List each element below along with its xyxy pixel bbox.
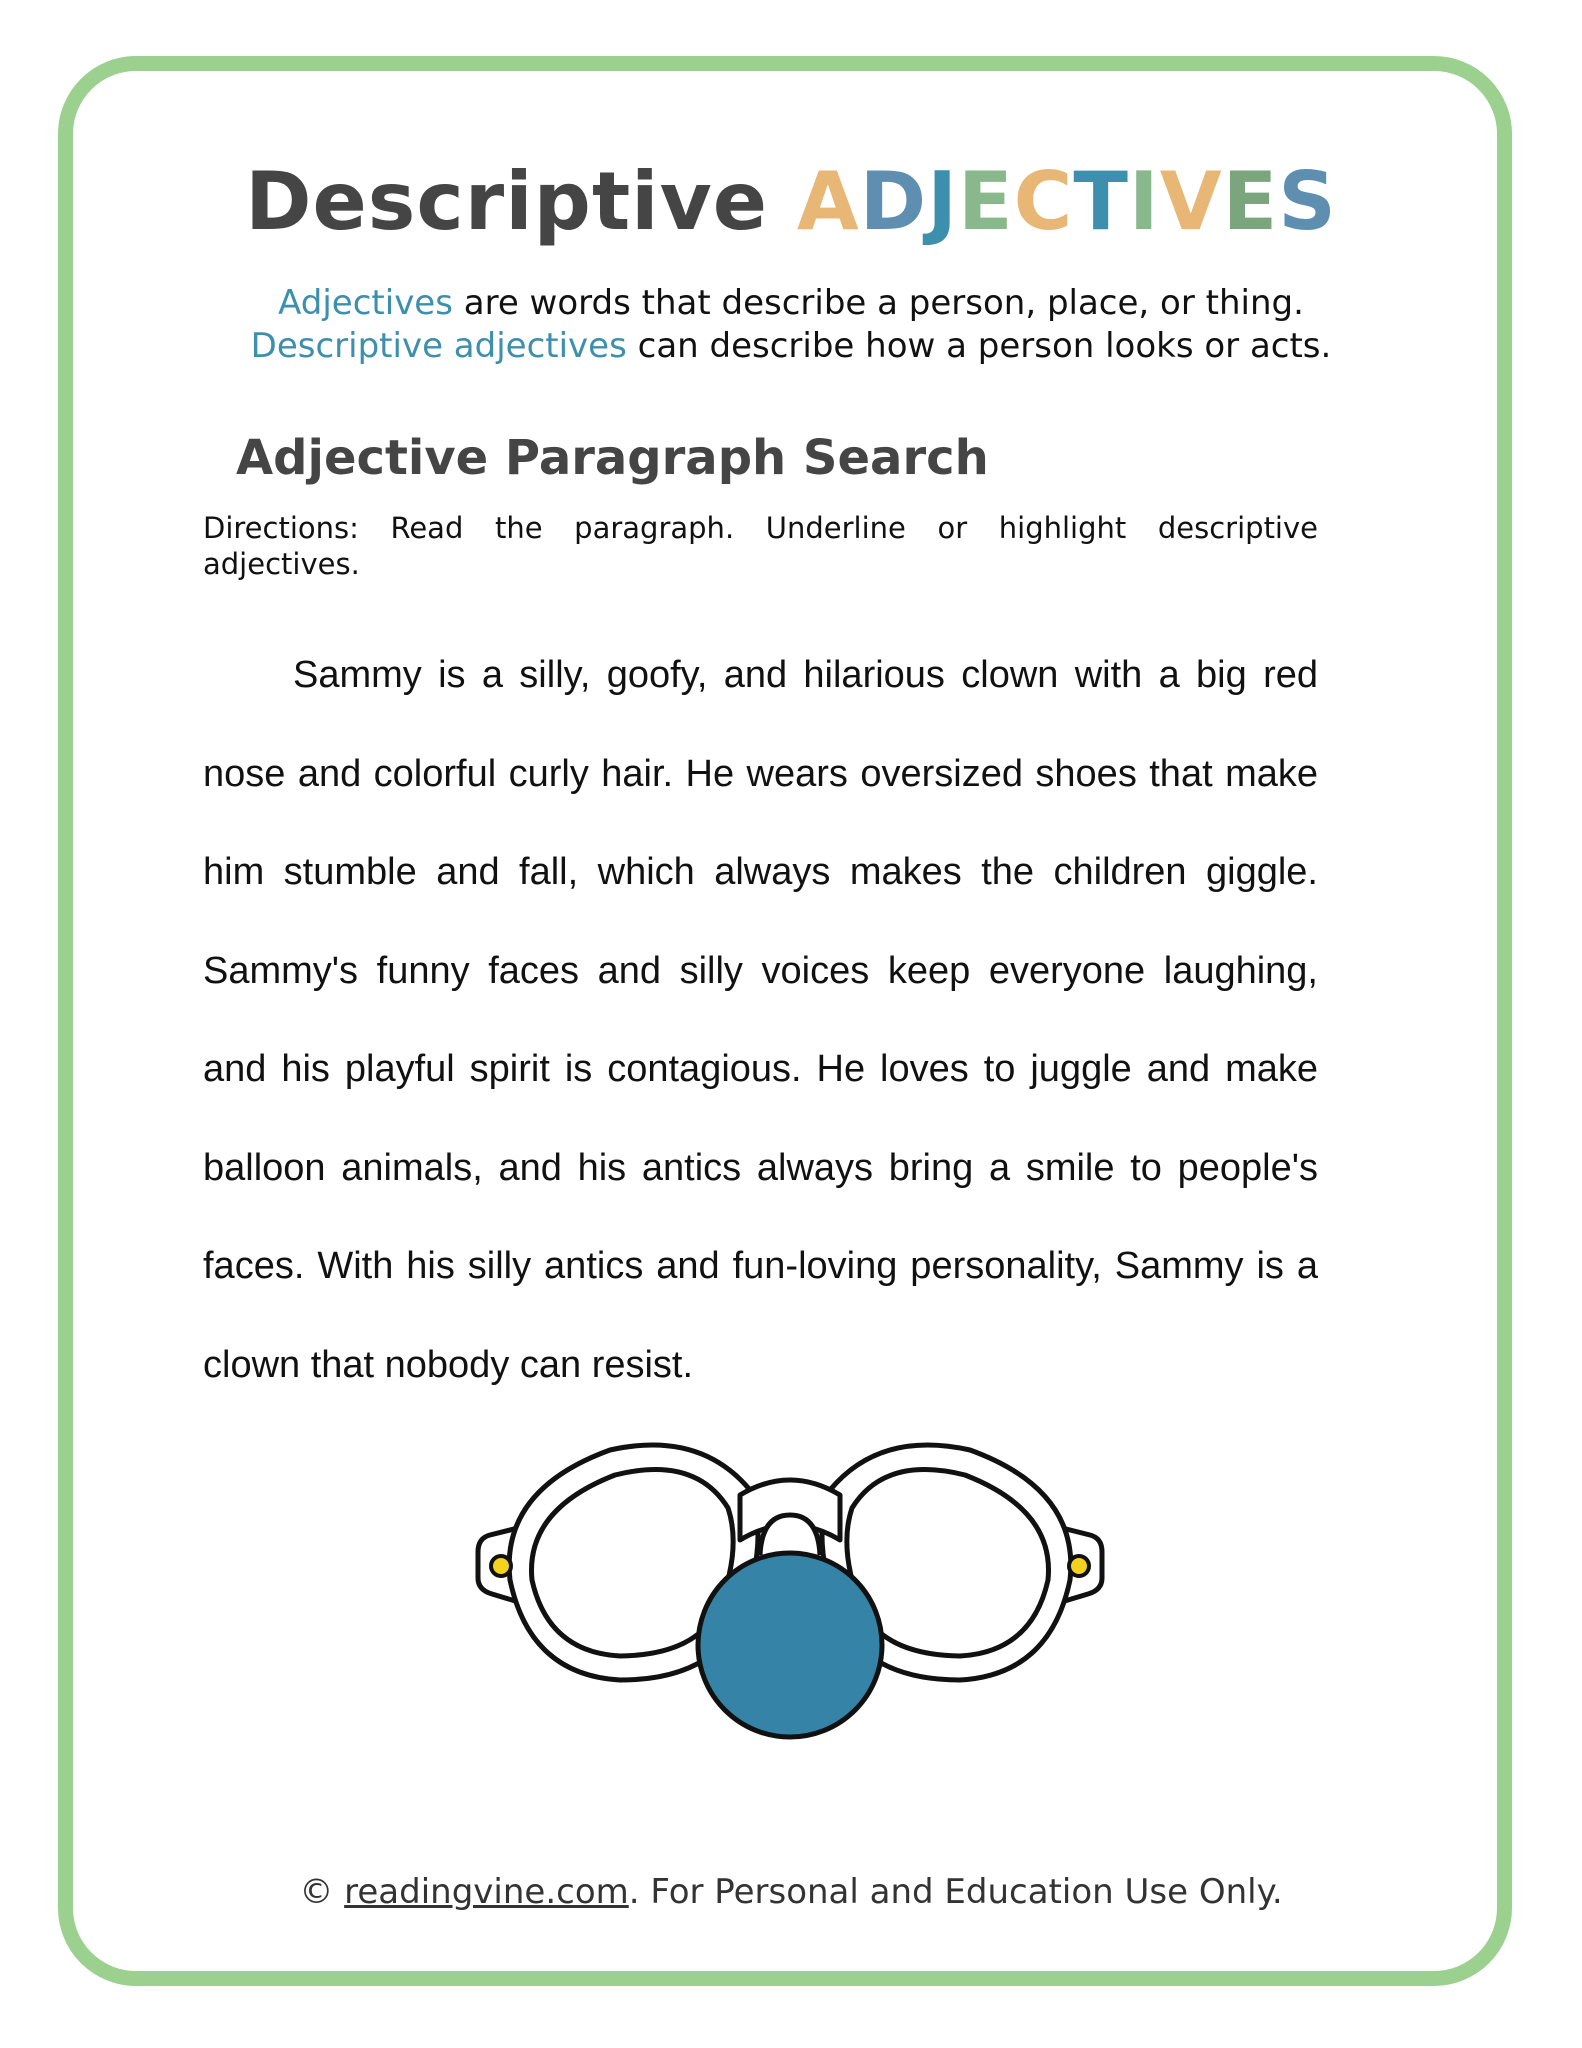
footer <box>0 1870 1582 1914</box>
intro-highlight-descriptive-adjectives: Descriptive adjectives <box>250 326 627 366</box>
title-letter: T <box>1073 155 1129 248</box>
title-letter: E <box>1222 155 1279 248</box>
footer-link[interactable]: readingvine.com <box>344 1872 629 1912</box>
title-word-descriptive: Descriptive <box>245 155 769 248</box>
intro-line-2 <box>0 325 1582 368</box>
title-letter: E <box>957 155 1014 248</box>
title-letter: C <box>1013 155 1074 248</box>
clown-nose <box>698 1553 882 1737</box>
intro-line-1-text: are words that describe a person, place, or thing. <box>452 283 1304 323</box>
intro-highlight-adjectives: Adjectives <box>278 283 453 323</box>
title-word-adjectives <box>797 155 1337 248</box>
glasses-right-hinge <box>1069 1556 1089 1576</box>
intro-line-1 <box>0 282 1582 325</box>
page-title <box>0 152 1582 252</box>
section-title: Adjective Paragraph Search <box>236 430 989 486</box>
glasses-left-hinge <box>491 1556 511 1576</box>
title-letter: S <box>1278 155 1337 248</box>
glasses-bridge-arch <box>760 1515 820 1555</box>
footer-usage-text: . For Personal and Education Use Only. <box>628 1872 1283 1912</box>
copyright-symbol: © <box>299 1872 345 1912</box>
title-letter: I <box>1128 155 1160 248</box>
intro-line-2-text: can describe how a person looks or acts. <box>626 326 1332 366</box>
directions-text: Directions: Read the paragraph. Underline or highlight descriptive adjectives. <box>203 511 1318 581</box>
story-paragraph: Sammy is a silly, goofy, and hilarious clown with a big red nose and colorful curly hair. He wears oversized shoes that make him stumble and fall, which always makes the children giggle. Sammy's funny faces and silly voices keep everyone laughing, and his playful spirit is contagious. He loves to juggle and make balloon animals, and his antics always bring a smile to people's faces. With his silly antics and fun-loving personality, Sammy is a clown that nobody can resist. <box>203 654 1318 1386</box>
title-letter: D <box>859 155 928 248</box>
clown-glasses-nose-icon <box>470 1430 1110 1740</box>
title-letter: V <box>1159 155 1223 248</box>
title-letter: A <box>796 155 860 248</box>
title-letter: J <box>927 155 958 248</box>
intro-text <box>0 282 1582 368</box>
